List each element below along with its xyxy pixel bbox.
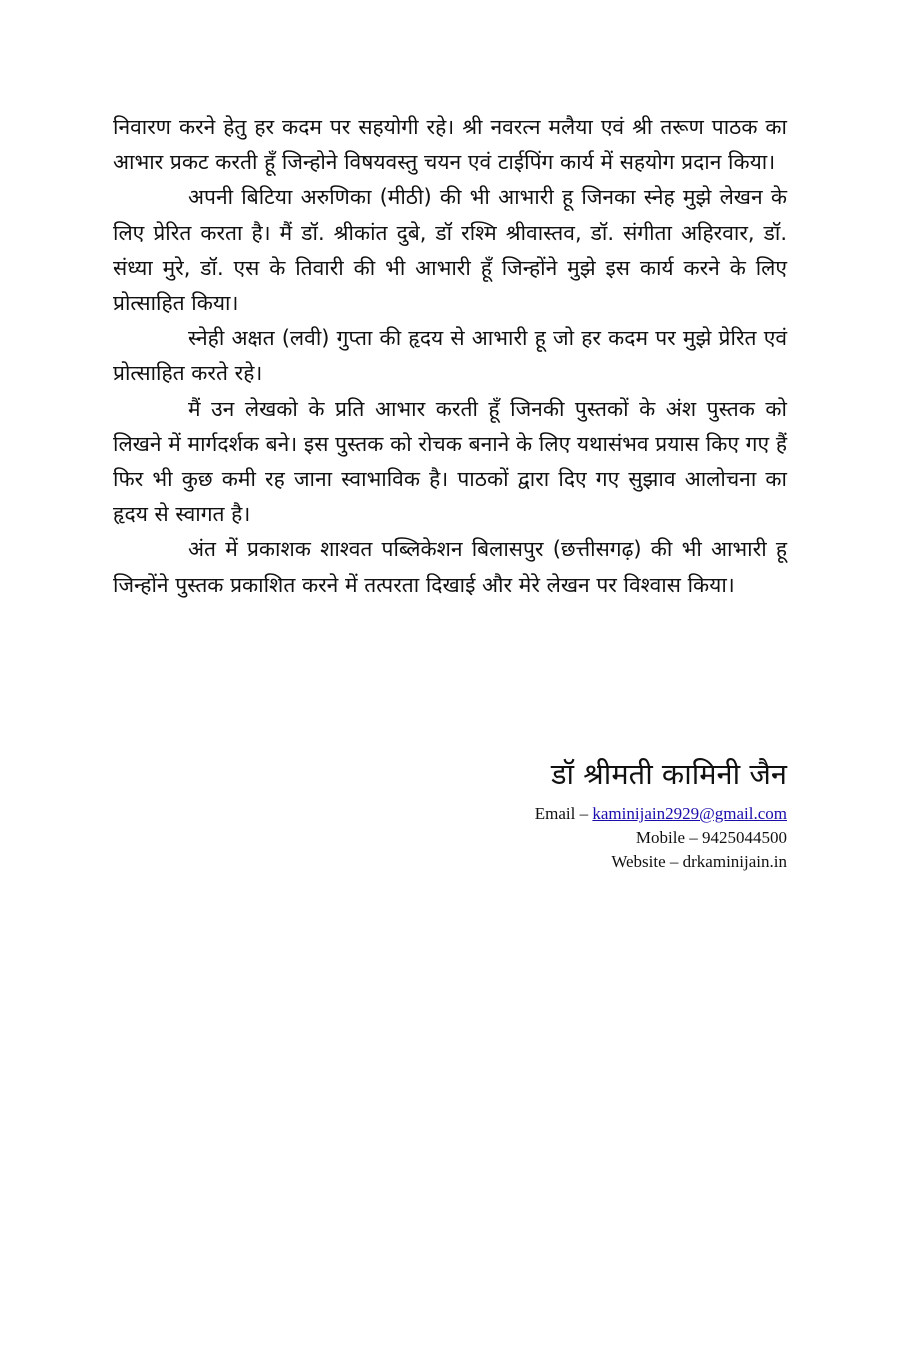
- mobile-line: Mobile – 9425044500: [635, 828, 787, 847]
- paragraph-4: मैं उन लेखको के प्रति आभार करती हूँ जिनकी पुस्तकों के अंश पुस्तक को लिखने में मार्गदर्शक बने। इस पुस्तक को रोचक बनाने के लिए यथासंभव प्रयास किए गए हैं फिर भी कुछ कमी रह जाना स्वाभाविक है। पाठकों द्वारा दिए गए सुझाव आलोचना का हृदय से स्वागत है।: [113, 396, 787, 527]
- signature-block: [535, 752, 787, 874]
- email-label: Email –: [534, 804, 593, 823]
- paragraph-3: स्नेही अक्षत (लवी) गुप्ता की हृदय से आभारी हू जो हर कदम पर मुझे प्रेरित एवं प्रोत्साहित करते रहे।: [113, 326, 787, 386]
- paragraph-1: निवारण करने हेतु हर कदम पर सहयोगी रहे। श्री नवरत्न मलैया एवं श्री तरूण पाठक का आभार प्रकट करती हूँ जिन्होने विषयवस्तु चयन एवं टाईपिंग कार्य में सहयोग प्रदान किया।: [113, 115, 787, 175]
- acknowledgement-body: [113, 110, 787, 603]
- author-name: डॉ श्रीमती कामिनी जैन: [551, 757, 787, 791]
- website-line: Website – drkaminijain.in: [611, 852, 787, 871]
- paragraph-5: अंत में प्रकाशक शाश्वत पब्लिकेशन बिलासपुर (छत्तीसगढ़) की भी आभारी हू जिन्होंने पुस्तक प्रकाशित करने में तत्परता दिखाई और मेरे लेखन पर विश्वास किया।: [113, 537, 787, 597]
- paragraph-2: अपनी बिटिया अरुणिका (मीठी) की भी आभारी हू जिनका स्नेह मुझे लेखन के लिए प्रेरित करता है। मैं डॉ. श्रीकांत दुबे, डॉ रश्मि श्रीवास्तव, डॉ. संगीता अहिरवार, डॉ. संध्या मुरे, डॉ. एस के तिवारी की भी आभारी हूँ जिन्होंने मुझे इस कार्य करने के लिए प्रोत्साहित किया।: [113, 185, 787, 316]
- email-line: [535, 802, 787, 826]
- email-link[interactable]: kaminijain2929@gmail.com: [592, 804, 787, 823]
